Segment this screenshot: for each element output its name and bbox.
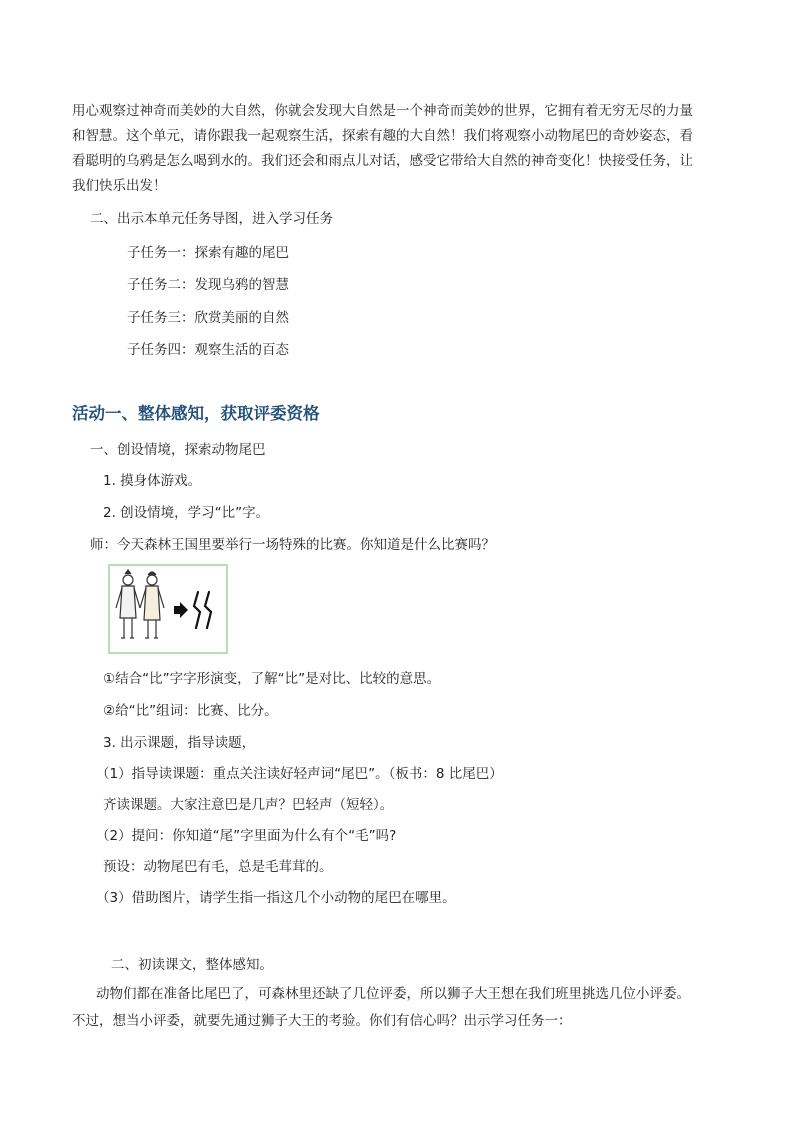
intro-line-3: 看聪明的乌鸦是怎么喝到水的。我们还会和雨点儿对话，感受它带给大自然的神奇变化！快接受任务，让 [72, 153, 693, 169]
subtask-3: 子任务三：欣赏美丽的自然 [127, 310, 289, 326]
note-1: ①结合“比”字字形演变，了解“比”是对比、比较的意思。 [103, 671, 441, 687]
section-two-title: 二、出示本单元任务导图，进入学习任务 [90, 211, 333, 227]
sub-step-2-detail: 预设：动物尾巴有毛，总是毛茸茸的。 [103, 859, 333, 875]
person-right-icon [140, 572, 164, 638]
sub-step-2: （2）提问：你知道“尾”字里面为什么有个“毛”吗? [96, 828, 397, 844]
part-two-line-2: 不过，想当小评委，就要先通过狮子大王的考验。你们有信心吗？出示学习任务一： [72, 1013, 572, 1029]
note-2: ②给“比”组词：比赛、比分。 [103, 703, 278, 719]
activity-heading: 活动一、整体感知，获取评委资格 [72, 404, 320, 423]
part-one-title: 一、创设情境，探索动物尾巴 [90, 442, 266, 458]
sub-step-1: （1）指导读课题：重点关注读好轻声词“尾巴”。（板书：8 比尾巴） [96, 766, 503, 782]
intro-line-4: 我们快乐出发！ [72, 178, 167, 194]
step-1: 1. 摸身体游戏。 [103, 473, 202, 489]
intro-line-1: 用心观察过神奇而美妙的大自然，你就会发现大自然是一个神奇而美妙的世界，它拥有着无穷无尽的力量 [72, 103, 693, 119]
step-2: 2. 创设情境，学习“比”字。 [103, 505, 270, 521]
teacher-question: 师：今天森林王国里要举行一场特殊的比赛。你知道是什么比赛吗？ [90, 537, 495, 553]
bi-character-evolution-image [108, 564, 228, 654]
intro-line-2: 和智慧。这个单元，请你跟我一起观察生活，探索有趣的大自然！我们将观察小动物尾巴的奇妙姿态，看 [72, 128, 693, 144]
part-two-title: 二、初读课文，整体感知。 [111, 957, 273, 973]
sub-step-1-detail: 齐读课题。大家注意巴是几声？巴轻声（短轻）。 [103, 797, 394, 813]
person-left-icon [116, 570, 140, 638]
part-two-line-1: 动物们都在准备比尾巴了，可森林里还缺了几位评委，所以狮子大王想在我们班里挑选几位小评委。 [96, 986, 690, 1002]
subtask-2: 子任务二：发现乌鸦的智慧 [127, 277, 289, 293]
bi-character-illustration [110, 566, 226, 652]
arrow-right-icon [174, 602, 188, 618]
ancient-bi-glyph-icon [194, 592, 211, 628]
subtask-1: 子任务一：探索有趣的尾巴 [127, 245, 289, 261]
step-3: 3. 出示课题，指导读题， [103, 735, 256, 751]
subtask-4: 子任务四：观察生活的百态 [127, 342, 289, 358]
sub-step-3: （3）借助图片，请学生指一指这几个小动物的尾巴在哪里。 [96, 890, 456, 906]
